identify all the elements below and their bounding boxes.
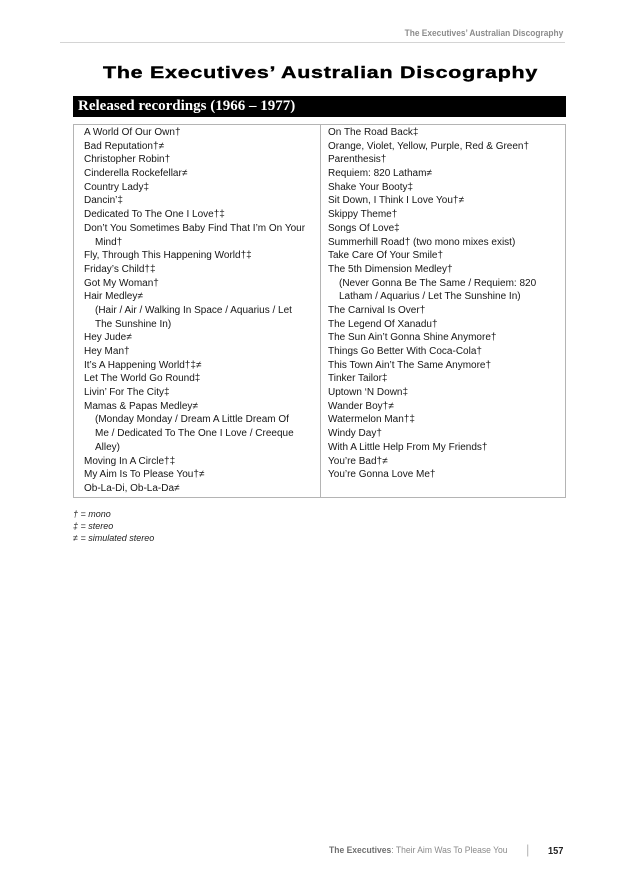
medley-contents-line: Alley)	[95, 441, 121, 453]
medley-contents-line: Me / Dedicated To The One I Love / Creeque	[95, 428, 294, 440]
recording-entry	[328, 167, 565, 181]
recording-entry	[84, 277, 320, 291]
recording-entry	[84, 140, 320, 154]
recording-entry	[84, 331, 320, 345]
recording-title: Christopher Robin†	[84, 154, 171, 166]
recording-title: Sit Down, I Think I Love You†≠	[328, 195, 464, 207]
recording-title: Shake Your Booty‡	[328, 181, 414, 193]
recording-title: Bad Reputation†≠	[84, 140, 164, 152]
recording-title: With A Little Help From My Friends†	[328, 441, 488, 453]
running-header: The Executives’ Australian Discography	[404, 28, 563, 39]
recording-title: The 5th Dimension Medley†	[328, 263, 453, 275]
recording-title: Uptown ‘N Down‡	[328, 387, 409, 399]
recording-entry	[84, 468, 320, 482]
recording-title-continuation: Mind†	[95, 236, 123, 248]
footer-book-title-bold: The Executives	[329, 845, 392, 856]
recording-title: Fly, Through This Happening World†‡	[84, 250, 252, 262]
recording-entry	[84, 153, 320, 167]
recording-entry	[84, 386, 320, 400]
recording-entry	[84, 181, 320, 195]
recording-title: Ob-La-Di, Ob-La-Da≠	[84, 482, 180, 494]
recording-title: On The Road Back‡	[328, 127, 419, 138]
recording-title: Dancin’‡	[84, 195, 123, 207]
recording-title: Watermelon Man†‡	[328, 414, 415, 426]
recording-entry	[328, 345, 565, 359]
footer-book-title-rest: : Their Aim Was To Please You	[391, 845, 508, 856]
recording-title: The Legend Of Xanadu†	[328, 318, 438, 330]
recording-entry	[328, 153, 565, 167]
recording-title: This Town Ain’t The Same Anymore†	[328, 359, 492, 371]
recording-title: Songs Of Love‡	[328, 222, 400, 234]
recording-entry	[328, 208, 565, 222]
recording-title: Hey Jude≠	[84, 332, 132, 344]
recording-title: The Carnival Is Over†	[328, 304, 426, 316]
recording-entry	[84, 372, 320, 386]
recording-title: Let The World Go Round‡	[84, 373, 201, 385]
recording-title: Requiem: 820 Latham≠	[328, 168, 432, 180]
recording-entry	[84, 359, 320, 373]
recording-entry	[84, 482, 320, 496]
legend-mono: † = mono	[73, 509, 111, 519]
recording-entry	[328, 441, 565, 455]
recording-entry	[84, 263, 320, 277]
recording-title: Hair Medley≠	[84, 291, 143, 303]
medley-contents-line: Latham / Aquarius / Let The Sunshine In)	[339, 291, 521, 303]
recording-title: The Sun Ain’t Gonna Shine Anymore†	[328, 332, 497, 344]
page-number: 157	[548, 845, 564, 857]
recording-entry	[328, 222, 565, 236]
section-heading-bar	[73, 96, 566, 117]
recording-entry	[328, 427, 565, 441]
recording-entry	[328, 249, 565, 263]
legend-simulated-stereo: ≠ = simulated stereo	[73, 533, 155, 543]
recording-title: Skippy Theme†	[328, 209, 398, 221]
recording-entry	[328, 455, 565, 469]
recording-title: Dedicated To The One I Love†‡	[84, 209, 225, 221]
recording-entry	[328, 372, 565, 386]
recording-entry	[84, 249, 320, 263]
recording-title: It’s A Happening World†‡≠	[84, 359, 202, 371]
recording-title: Livin’ For The City‡	[84, 387, 170, 399]
recording-title: Things Go Better With Coca-Cola†	[328, 346, 482, 357]
recording-entry	[328, 359, 565, 373]
recording-entry	[328, 304, 565, 318]
recording-entry	[328, 331, 565, 345]
recording-entry	[84, 222, 320, 249]
recording-title: Friday’s Child†‡	[84, 263, 156, 275]
recording-entry	[328, 194, 565, 208]
medley-contents-line: (Monday Monday / Dream A Little Dream Of	[95, 414, 289, 426]
recording-entry	[84, 167, 320, 181]
recordings-right-column	[321, 125, 565, 497]
recordings-left-column	[74, 125, 321, 497]
recording-title: Mamas & Papas Medley≠	[84, 400, 198, 412]
footer-book-title	[329, 845, 508, 857]
recording-entry	[328, 413, 565, 427]
recording-title: Tinker Tailor‡	[328, 373, 388, 385]
recording-title: A World Of Our Own†	[84, 127, 181, 138]
recording-entry	[328, 400, 565, 414]
recording-entry	[328, 236, 565, 250]
recording-entry	[84, 290, 320, 331]
recording-title: Hey Man†	[84, 346, 130, 357]
medley-contents-line: (Never Gonna Be The Same / Requiem: 820	[339, 277, 537, 289]
recording-entry	[328, 263, 565, 304]
recording-entry	[84, 126, 320, 140]
recording-title: Moving In A Circle†‡	[84, 455, 176, 467]
recording-entry	[328, 318, 565, 332]
recording-title: Wander Boy†≠	[328, 400, 394, 412]
legend-stereo: ‡ = stereo	[73, 521, 114, 531]
recording-entry	[84, 208, 320, 222]
recording-title: Don’t You Sometimes Baby Find That I’m On Your	[84, 222, 306, 234]
medley-contents-line: The Sunshine In)	[95, 318, 172, 330]
recording-title: My Aim Is To Please You†≠	[84, 469, 205, 481]
recording-title: Country Lady‡	[84, 181, 150, 193]
symbol-legend	[73, 508, 154, 544]
recordings-table	[73, 124, 566, 498]
page-title: The Executives’ Australian Discography	[103, 63, 539, 82]
recording-entry	[328, 126, 565, 140]
recording-title: Got My Woman†	[84, 277, 159, 289]
recording-title: Windy Day†	[328, 428, 382, 440]
recording-title: Parenthesis†	[328, 154, 387, 166]
recording-entry	[328, 386, 565, 400]
recording-entry	[84, 400, 320, 455]
recording-entry	[328, 140, 565, 154]
footer-separator: |	[526, 842, 530, 857]
recording-title: You’re Bad†≠	[328, 455, 388, 467]
header-rule	[60, 42, 565, 43]
medley-contents-line: (Hair / Air / Walking In Space / Aquarius / Let	[95, 304, 292, 316]
section-heading: Released recordings (1966 – 1977)	[78, 98, 296, 114]
recording-title: Summerhill Road† (two mono mixes exist)	[328, 236, 516, 248]
recording-entry	[84, 345, 320, 359]
recording-title: Cinderella Rockefellar≠	[84, 168, 188, 180]
recording-title: Take Care Of Your Smile†	[328, 250, 444, 262]
recording-title: Orange, Violet, Yellow, Purple, Red & Green†	[328, 140, 530, 152]
recording-entry	[84, 455, 320, 469]
recording-title: You’re Gonna Love Me†	[328, 469, 436, 481]
recording-entry	[328, 181, 565, 195]
recording-entry	[328, 468, 565, 482]
recording-entry	[84, 194, 320, 208]
